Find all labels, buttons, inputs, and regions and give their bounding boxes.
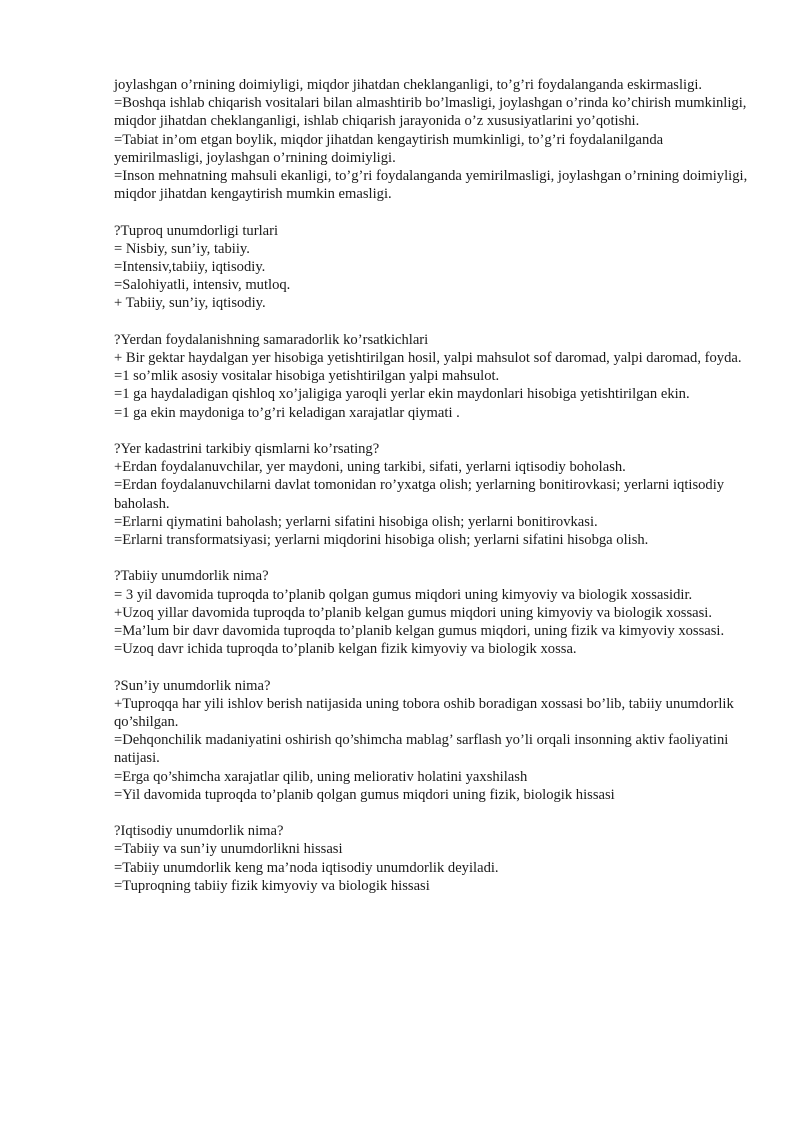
question-block [114,440,754,549]
answer-option: =Boshqa ishlab chiqarish vositalari bilan almashtirib bo’lmasligi, joylashgan o’rinda ko’chirish mumkinligi, miqdor jihatdan cheklanganligi, ishlab chiqarish jarayonida o’z xususiyatlarini yo’qotishi. [114,95,747,130]
answer-option: =Erlarni transformatsiyasi; yerlarni miqdorini hisobiga olish; yerlarni sifatini hisobga olish. [114,532,649,549]
question-block [114,677,754,804]
answer-continuation: joylashgan o’rnining doimiyligi, miqdor jihatdan cheklanganligi, to’g’ri foydalanganda eskirmasligi. [114,77,703,93]
block-spacer [114,658,754,676]
question-block [114,331,754,422]
question-text: ?Tabiiy unumdorlik nima? [114,568,269,585]
answer-option: =Erga qo’shimcha xarajatlar qilib, uning meliorativ holatini yaxshilash [114,768,528,785]
question-text: ?Yer kadastrini tarkibiy qismlarni ko’rsating? [114,441,380,458]
answer-option: =Erlarni qiymatini baholash; yerlarni sifatini hisobiga olish; yerlarni bonitirovkasi. [114,513,598,530]
block-spacer [114,422,754,440]
answer-option: =Erdan foydalanuvchilarni davlat tomonidan ro’yxatga olish; yerlarning bonitirovkasi; yerlarni iqtisodiy baholash. [114,477,725,512]
answer-option: =Tuproqning tabiiy fizik kimyoviy va biologik hissasi [114,877,430,894]
question-block [114,822,754,895]
answer-option: =Intensiv,tabiiy, iqtisodiy. [114,259,266,276]
answer-option: =Inson mehnatning mahsuli ekanligi, to’g’ri foydalanganda yemirilmasligi, joylashgan o’rnining doimiyligi, miqdor jihatdan kengaytirish mumkin emasligi. [114,168,748,203]
correct-answer: +Uzoq yillar davomida tuproqda to’planib kelgan gumus miqdori uning kimyoviy va biologik xossasi. [114,604,712,621]
block-spacer [114,313,754,331]
answer-option: = Nisbiy, sun’iy, tabiiy. [114,240,250,257]
answer-option: =1 so’mlik asosiy vositalar hisobiga yetishtirilgan yalpi mahsulot. [114,368,500,385]
answer-option: =1 ga ekin maydoniga to’g’ri keladigan xarajatlar qiymati . [114,404,460,421]
question-text: ?Iqtisodiy unumdorlik nima? [114,823,284,840]
correct-answer: + Tabiiy, sun’iy, iqtisodiy. [114,295,266,312]
correct-answer: +Tuproqqa har yili ishlov berish natijasida uning tobora oshib boradigan xossasi bo’lib, tabiiy unumdorlik qo’shilgan. [114,695,734,731]
answer-option: =Tabiiy unumdorlik keng ma’noda iqtisodiy unumdorlik deyiladi. [114,859,499,876]
block-spacer [114,549,754,567]
question-block [114,222,754,313]
block-spacer [114,804,754,822]
answer-option: =Uzoq davr ichida tuproqda to’planib kelgan fizik kimyoviy va biologik xossa. [114,641,577,658]
answer-option: = 3 yil davomida tuproqda to’planib qolgan gumus miqdori uning kimyoviy va biologik xossasidir. [114,586,693,603]
intro-answers [114,76,754,203]
question-text: ?Yerdan foydalanishning samaradorlik ko’rsatkichlari [114,331,429,348]
answer-option: =Ma’lum bir davr davomida tuproqda to’planib kelgan gumus miqdori, uning fizik va kimyoviy xossasi. [114,623,725,640]
document-page [114,76,754,895]
question-text: ?Tuproq unumdorligi turlari [114,222,279,239]
question-text: ?Sun’iy unumdorlik nima? [114,677,271,694]
correct-answer: + Bir gektar haydalgan yer hisobiga yetishtirilgan hosil, yalpi mahsulot sof daromad, yalpi daromad, foyda. [114,350,742,367]
block-spacer [114,203,754,221]
question-block [114,567,754,658]
answer-option: =Tabiat in’om etgan boylik, miqdor jihatdan kengaytirish mumkinligi, to’g’ri foydalanilganda yemirilmasligi, joylashgan o’rnining doimiyligi. [114,131,664,166]
answer-option: =1 ga haydaladigan qishloq xo’jaligiga yaroqli yerlar ekin maydonlari hisobiga yetishtirilgan ekin. [114,386,690,403]
answer-option: =Salohiyatli, intensiv, mutloq. [114,277,291,294]
answer-option: =Tabiiy va sun’iy unumdorlikni hissasi [114,841,343,858]
answer-option: =Yil davomida tuproqda to’planib qolgan gumus miqdori uning fizik, biologik hissasi [114,786,615,803]
correct-answer: +Erdan foydalanuvchilar, yer maydoni, uning tarkibi, sifati, yerlarni iqtisodiy boholash. [114,459,626,476]
answer-option: =Dehqonchilik madaniyatini oshirish qo’shimcha mablag’ sarflash yo’li orqali insonning aktiv faoliyatini natijasi. [114,732,729,767]
